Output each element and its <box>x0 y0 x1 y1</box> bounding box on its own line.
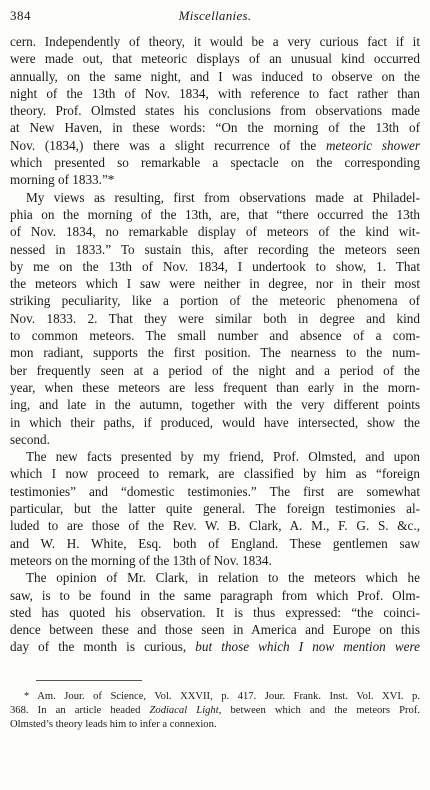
italic-phrase: meteoric shower <box>326 137 420 153</box>
text-line: of Nov. 1834, no remarkable display of meteors of the kind wit- <box>10 224 420 240</box>
page-number: 384 <box>10 8 31 23</box>
text-line: were made out, that meteoric displays of an unusual kind occurred <box>10 51 420 67</box>
text-line: ber frequently seen at a period of the night and a period of the <box>10 362 420 378</box>
body-text <box>10 33 420 656</box>
text-line: cern. Independently of theory, it would be a very curious fact if it <box>10 34 420 49</box>
text-line: day of the month is curious, but those which I now mention were <box>10 639 420 655</box>
page-header <box>10 8 420 26</box>
text-line: saw, is to be found in the same paragraph from which Prof. Olm- <box>10 587 420 603</box>
text-line: which presented so remarkable a spectacle on the corresponding <box>10 155 420 171</box>
footnote-line: * Am. Jour. of Science, Vol. XXVII, p. 417. Jour. Frank. Inst. Vol. XVI. p. <box>24 691 420 702</box>
text-line: meteors on the morning of the 13th of Nov. 1834. <box>10 552 272 568</box>
text-line: dence between these and those seen in America and Europe on this <box>10 622 420 638</box>
running-head: Miscellanies. <box>178 8 252 23</box>
text-line: the meteors which I saw were neither in degree, nor in their most <box>10 276 420 292</box>
text-line: morning of 1833.”* <box>10 172 115 188</box>
italic-phrase: Zodiacal Light <box>149 705 219 716</box>
text-line: Nov. 1833. 2. That they were similar both in degree and kind <box>10 310 420 326</box>
text-line: striking peculiarity, like a portion of the meteoric phenomena of <box>10 293 420 309</box>
footnotes <box>10 690 420 732</box>
italic-phrase: but those which I now mention were <box>195 639 420 655</box>
text-line: mon radiant, supports the first position. The nearness to the num- <box>10 345 420 361</box>
text-line: annually, on the same night, and I was induced to observe on the <box>10 68 420 84</box>
text-line: particular, but the latter quite general. The foreign testimonies al- <box>10 501 420 517</box>
text-line: to common meteors. The small number and absence of a com- <box>10 328 420 344</box>
text-line: at New Haven, in these words: “On the morning of the 13th of <box>10 120 420 136</box>
text-line: ing, and late in the autumn, together with the very different points <box>10 397 420 413</box>
footnote-line: 368. In an article headed Zodiacal Light, between which and the meteors Prof. <box>10 705 420 716</box>
text-line: My views as resulting, first from observations made at Philadel- <box>26 189 420 205</box>
text-line: The opinion of Mr. Clark, in relation to the meteors which he <box>26 570 420 586</box>
text-line: Nov. (1834,) there was a slight recurrence of the meteoric shower <box>10 137 420 153</box>
text-line: second. <box>10 431 50 447</box>
text-line: phia on the morning of the 13th, are, that “there occurred the 13th <box>10 206 420 222</box>
text-line: The new facts presented by my friend, Prof. Olmsted, and upon <box>26 449 420 465</box>
text-line: luded to are those of the Rev. W. B. Clark, A. M., F. G. S. &c., <box>10 518 420 534</box>
text-line: nessed in 1833.” To sustain this, after recording the meteors seen <box>10 241 420 257</box>
text-line: and W. H. White, Esq. both of England. These gentlemen saw <box>10 535 420 551</box>
text-line: sted has quoted his observation. It is thus expressed: “the coinci- <box>10 604 420 620</box>
text-line: in which their paths, if produced, would have intersected, show the <box>10 414 420 430</box>
text-line: theory. Prof. Olmsted states his conclusions from observations made <box>10 103 420 119</box>
text-line: which I now proceed to remark, are classified by him as “foreign <box>10 466 420 482</box>
text-line: night of the 13th of Nov. 1834, with reference to fact rather than <box>10 85 420 101</box>
footnote-line: Olmsted’s theory leads him to infer a connexion. <box>10 719 217 730</box>
text-line: testimonies” and “domestic testimonies.” The first are somewhat <box>10 483 420 499</box>
text-line: by me on the 13th of Nov. 1834, I undertook to show, 1. That <box>10 258 420 274</box>
footnote-divider <box>36 680 142 681</box>
text-line: year, when these meteors are less frequent than early in the morn- <box>10 379 420 395</box>
